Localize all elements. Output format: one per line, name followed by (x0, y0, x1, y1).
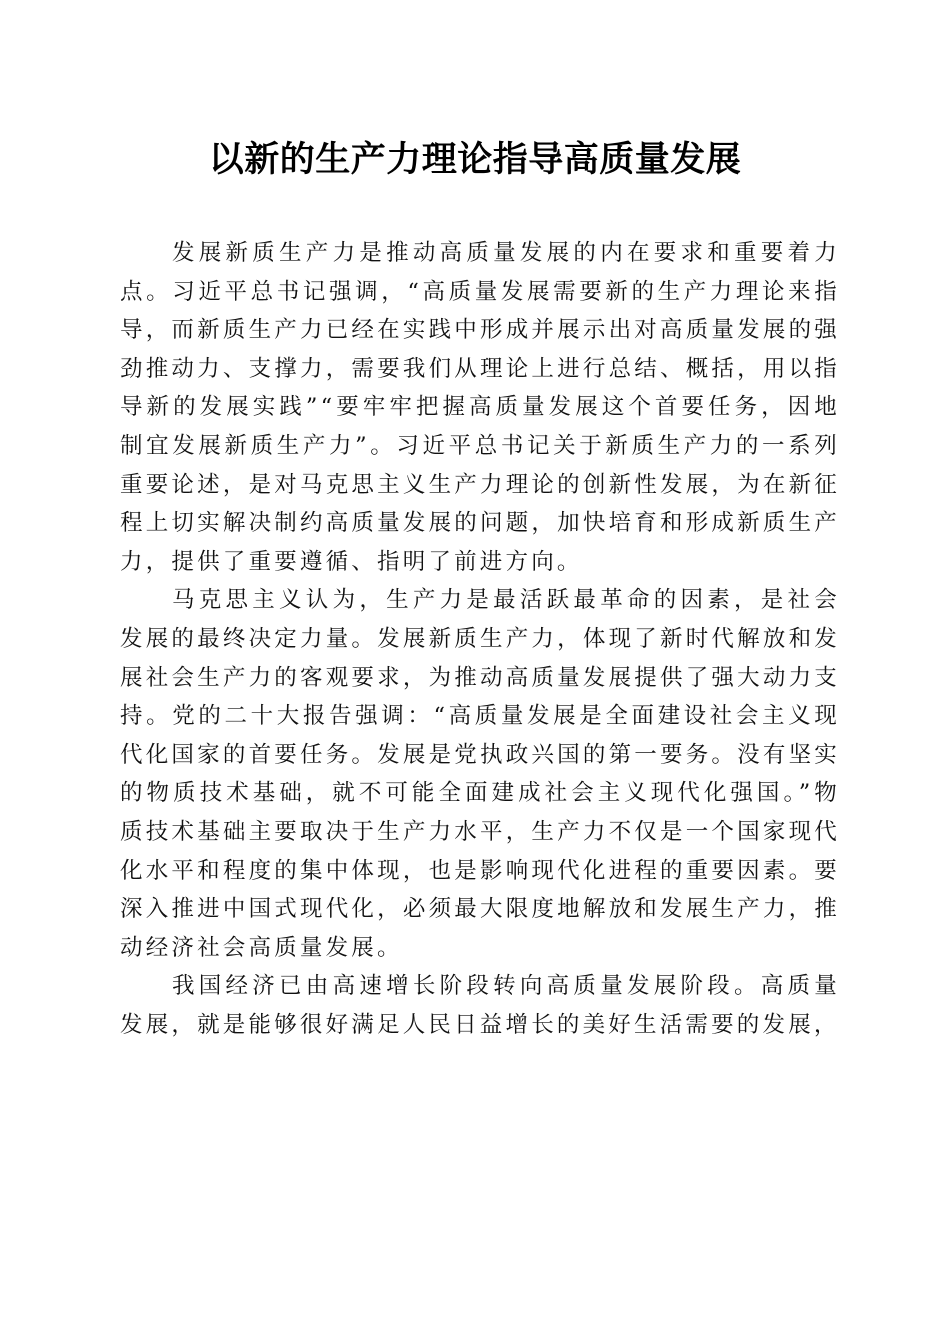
document-title: 以新的生产力理论指导高质量发展 (208, 139, 742, 180)
paragraph-3: 我国经济已由高速增长阶段转向高质量发展阶段。高质量发展，就是能够很好满足人民日益增长的美好生活需要的发展， (120, 973, 840, 1038)
paragraph-2: 马克思主义认为，生产力是最活跃最革命的因素，是社会发展的最终决定力量。发展新质生产力，体现了新时代解放和发展社会生产力的客观要求，为推动高质量发展提供了强大动力支持。党的二十大报告强调：“高质量发展是全面建设社会主义现代化国家的首要任务。发展是党执政兴国的第一要务。没有坚实的物质技术基础，就不可能全面建成社会主义现代化强国。”物质技术基础主要取决于生产力水平，生产力不仅是一个国家现代化水平和程度的集中体现，也是影响现代化进程的重要因素。要深入推进中国式现代化，必须最大限度地解放和发展生产力，推动经济社会高质量发展。 (120, 587, 840, 961)
document-body (120, 234, 840, 1044)
paragraph-1: 发展新质生产力是推动高质量发展的内在要求和重要着力点。习近平总书记强调，“高质量发展需要新的生产力理论来指导，而新质生产力已经在实践中形成并展示出对高质量发展的强劲推动力、支撑力，需要我们从理论上进行总结、概括，用以指导新的发展实践”“要牢牢把握高质量发展这个首要任务，因地制宜发展新质生产力”。习近平总书记关于新质生产力的一系列重要论述，是对马克思主义生产力理论的创新性发展，为在新征程上切实解决制约高质量发展的问题，加快培育和形成新质生产力，提供了重要遵循、指明了前进方向。 (120, 240, 840, 575)
